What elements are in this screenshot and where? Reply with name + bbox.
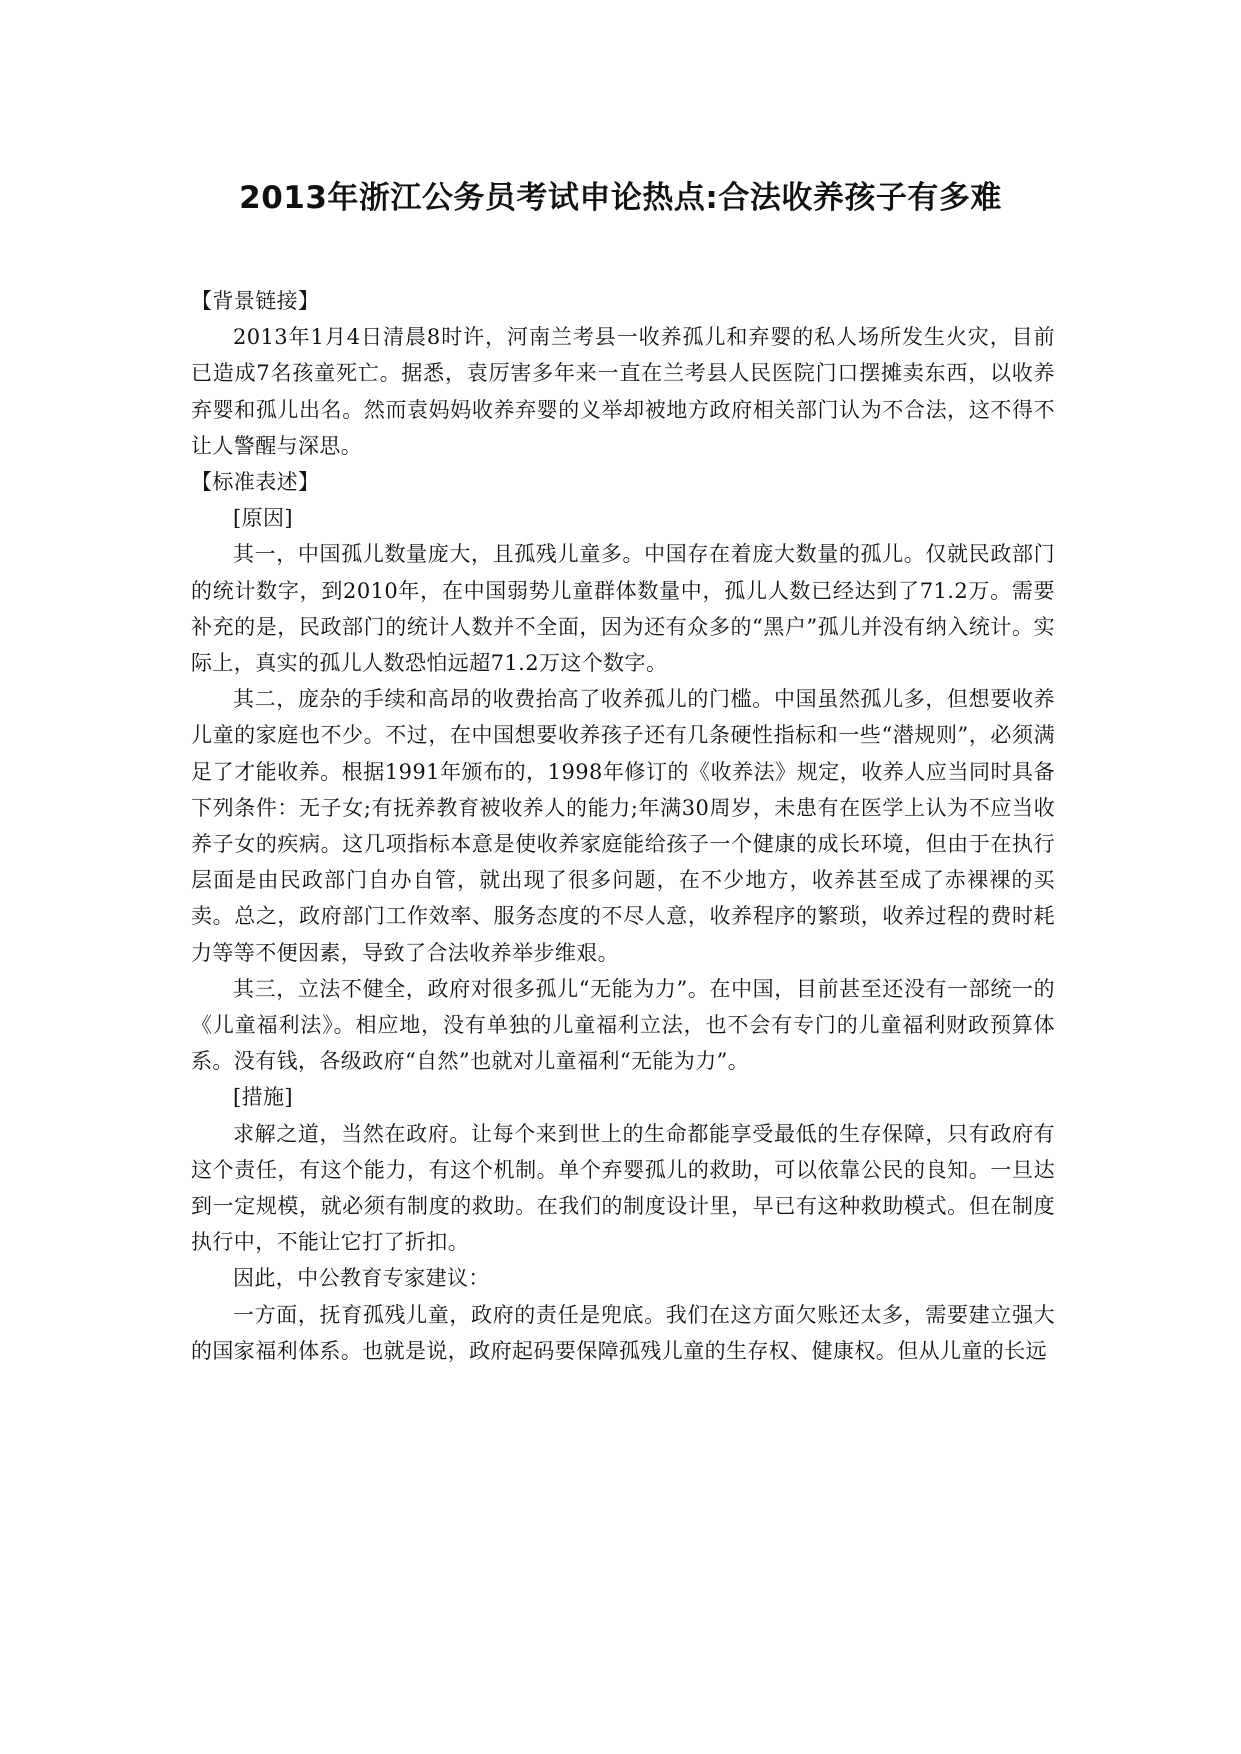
paragraph-reason-2: 其二，庞杂的手续和高昂的收费抬高了收养孤儿的门槛。中国虽然孤儿多，但想要收养儿童的家庭也不少。不过，在中国想要收养孩子还有几条硬性指标和一些“潜规则”，必须满足了才能收养。根据1991年颁布的，1998年修订的《收养法》规定，收养人应当同时具备下列条件：无子女;有抚养教育被收养人的能力;年满30周岁，未患有在医学上认为不应当收养子女的疾病。这几项指标本意是使收养家庭能给孩子一个健康的成长环境，但由于在执行层面是由民政部门自办自管，就出现了很多问题，在不少地方，收养甚至成了赤裸裸的买卖。总之，政府部门工作效率、服务态度的不尽人意，收养程序的繁琐，收养过程的费时耗力等等不便因素，导致了合法收养举步维艰。 <box>191 687 1055 965</box>
document-body <box>191 283 1055 1369</box>
paragraph-reason-1: 其一，中国孤儿数量庞大，且孤残儿童多。中国存在着庞大数量的孤儿。仅就民政部门的统计数字，到2010年，在中国弱势儿童群体数量中，孤儿人数已经达到了71.2万。需要补充的是，民政部门的统计人数并不全面，因为还有众多的“黑户”孤儿并没有纳入统计。实际上，真实的孤儿人数恐怕远超71.2万这个数字。 <box>191 542 1055 676</box>
paragraph-reason-3: 其三，立法不健全，政府对很多孤儿“无能为力”。在中国，目前甚至还没有一部统一的《儿童福利法》。相应地，没有单独的儿童福利立法，也不会有专门的儿童福利财政预算体系。没有钱，各级政府“自然”也就对儿童福利“无能为力”。 <box>191 976 1055 1074</box>
subheading-reasons: [原因] <box>233 506 293 531</box>
paragraph-suggestion-1: 一方面，抚育孤残儿童，政府的责任是兜底。我们在这方面欠账还太多，需要建立强大的国家福利体系。也就是说，政府起码要保障孤残儿童的生存权、健康权。但从儿童的长远 <box>191 1302 1055 1363</box>
paragraph-background: 2013年1月4日清晨8时许，河南兰考县一收养孤儿和弃婴的私人场所发生火灾，目前已造成7名孩童死亡。据悉，袁厉害多年来一直在兰考县人民医院门口摆摊卖东西，以收养弃婴和孤儿出名。然而袁妈妈收养弃婴的义举却被地方政府相关部门认为不合法，这不得不让人警醒与深思。 <box>191 325 1055 458</box>
document-title: 2013年浙江公务员考试申论热点:合法收养孩子有多难 <box>239 180 1002 216</box>
section-heading-background: 【背景链接】 <box>191 289 320 313</box>
paragraph-expert-intro: 因此，中公教育专家建议： <box>233 1266 490 1291</box>
subheading-measures: [措施] <box>233 1085 293 1110</box>
section-heading-standard-expression: 【标准表述】 <box>191 470 320 495</box>
paragraph-measures: 求解之道，当然在政府。让每个来到世上的生命都能享受最低的生存保障，只有政府有这个责任，有这个能力，有这个机制。单个弃婴孤儿的救助，可以依靠公民的良知。一旦达到一定规模，就必须有制度的救助。在我们的制度设计里，早已有这种救助模式。但在制度执行中，不能让它打了折扣。 <box>191 1121 1055 1255</box>
